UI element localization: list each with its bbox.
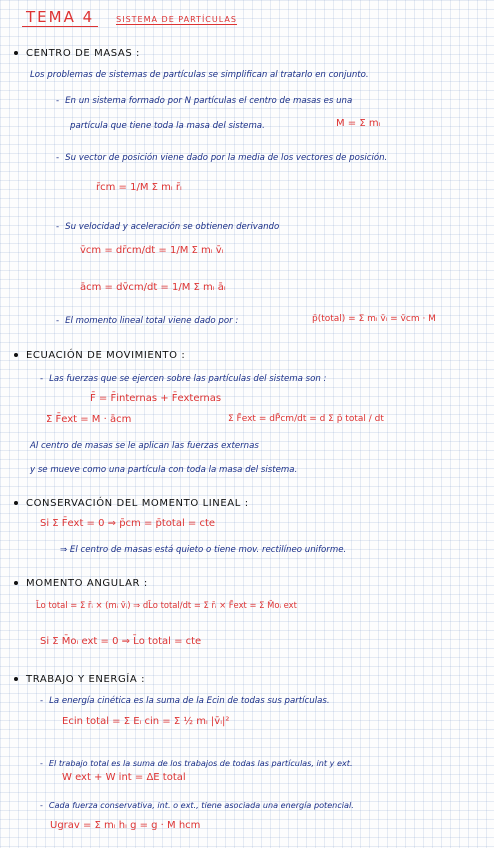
text-line: Los problemas de sistemas de partículas se simplifican al tratarlo en conjunto.: [30, 70, 369, 80]
text-line: - Las fuerzas que se ejercen sobre las partículas del sistema son :: [40, 374, 327, 384]
text-line: - El trabajo total es la suma de los trabajos de todas las partículas, int y ext.: [40, 758, 353, 768]
text-line: partícula que tiene toda la masa del sistema.: [70, 121, 265, 131]
bullet-icon: [14, 51, 18, 55]
formula-work: W ext + W int = ΔE total: [62, 772, 186, 783]
text-line: - Su velocidad y aceleración se obtienen derivando: [56, 222, 280, 232]
page-title: TEMA 4: [22, 8, 98, 27]
text-line: - La energía cinética es la suma de la Ecin de todas sus partículas.: [40, 696, 330, 706]
text-line: - Su vector de posición viene dado por la media de los vectores de posición.: [56, 153, 388, 163]
bullet-icon: [14, 677, 18, 681]
formula-fext-acm: Σ F̄ext = M · ācm: [46, 414, 132, 425]
text-line: - Cada fuerza conservativa, int. o ext., tiene asociada una energía potencial.: [40, 800, 354, 810]
text-line: y se mueve como una partícula con toda la masa del sistema.: [30, 465, 298, 475]
formula-angular-momentum: L̄o total = Σ r̄ᵢ × (mᵢ v̄ᵢ) ⇒ dL̄o total/dt = Σ r̄ᵢ × F̄ext = Σ M̄oᵢ ext: [36, 600, 297, 610]
page-subtitle: SISTEMA DE PARTÍCULAS: [116, 15, 237, 24]
formula-mass: M = Σ mᵢ: [336, 118, 381, 129]
bullet-icon: [14, 353, 18, 357]
bullet-icon: [14, 581, 18, 585]
formula-vcm: v̄cm = dr̄cm/dt = 1/M Σ mᵢ v̄ᵢ: [80, 245, 224, 256]
text-line: Al centro de masas se le aplican las fuerzas externas: [30, 441, 259, 451]
header: [22, 8, 237, 27]
text-line: ⇒ El centro de masas está quieto o tiene mov. rectilíneo uniforme.: [60, 545, 347, 555]
text-line: - En un sistema formado por N partículas el centro de masas es una: [56, 96, 353, 106]
formula-potential: Ugrav = Σ mᵢ hᵢ g = g · M hcm: [50, 820, 201, 831]
formula-fext-dp: Σ F̄ext = dP̄cm/dt = d Σ p̄ total / dt: [228, 414, 384, 424]
bullet-icon: [14, 501, 18, 505]
section-heading-momento-angular: MOMENTO ANGULAR :: [14, 578, 148, 589]
section-heading-conservacion: CONSERVACIÓN DEL MOMENTO LINEAL :: [14, 498, 249, 509]
text-line: - El momento lineal total viene dado por :: [56, 316, 239, 326]
formula-kinetic-energy: Ecin total = Σ Eᵢ cin = Σ ½ mᵢ |v̄ᵢ|²: [62, 716, 230, 727]
section-heading-centro-de-masas: CENTRO DE MASAS :: [14, 48, 140, 59]
section-heading-trabajo-energia: TRABAJO Y ENERGÍA :: [14, 674, 145, 685]
formula-forces: F̄ = F̄internas + F̄externas: [90, 393, 222, 404]
formula-rcm: r̄cm = 1/M Σ mᵢ r̄ᵢ: [96, 182, 182, 193]
formula-acm: ācm = dv̄cm/dt = 1/M Σ mᵢ āᵢ: [80, 282, 226, 293]
formula-angular-conservation: Si Σ M̄oᵢ ext = 0 ⇒ L̄o total = cte: [40, 636, 202, 647]
formula-p-total: p̄(total) = Σ mᵢ v̄ᵢ = v̄cm · M: [312, 314, 436, 324]
section-heading-ecuacion-movimiento: ECUACIÓN DE MOVIMIENTO :: [14, 350, 185, 361]
formula-conservation: Si Σ F̄ext = 0 ⇒ p̄cm = p̄total = cte: [40, 518, 216, 529]
